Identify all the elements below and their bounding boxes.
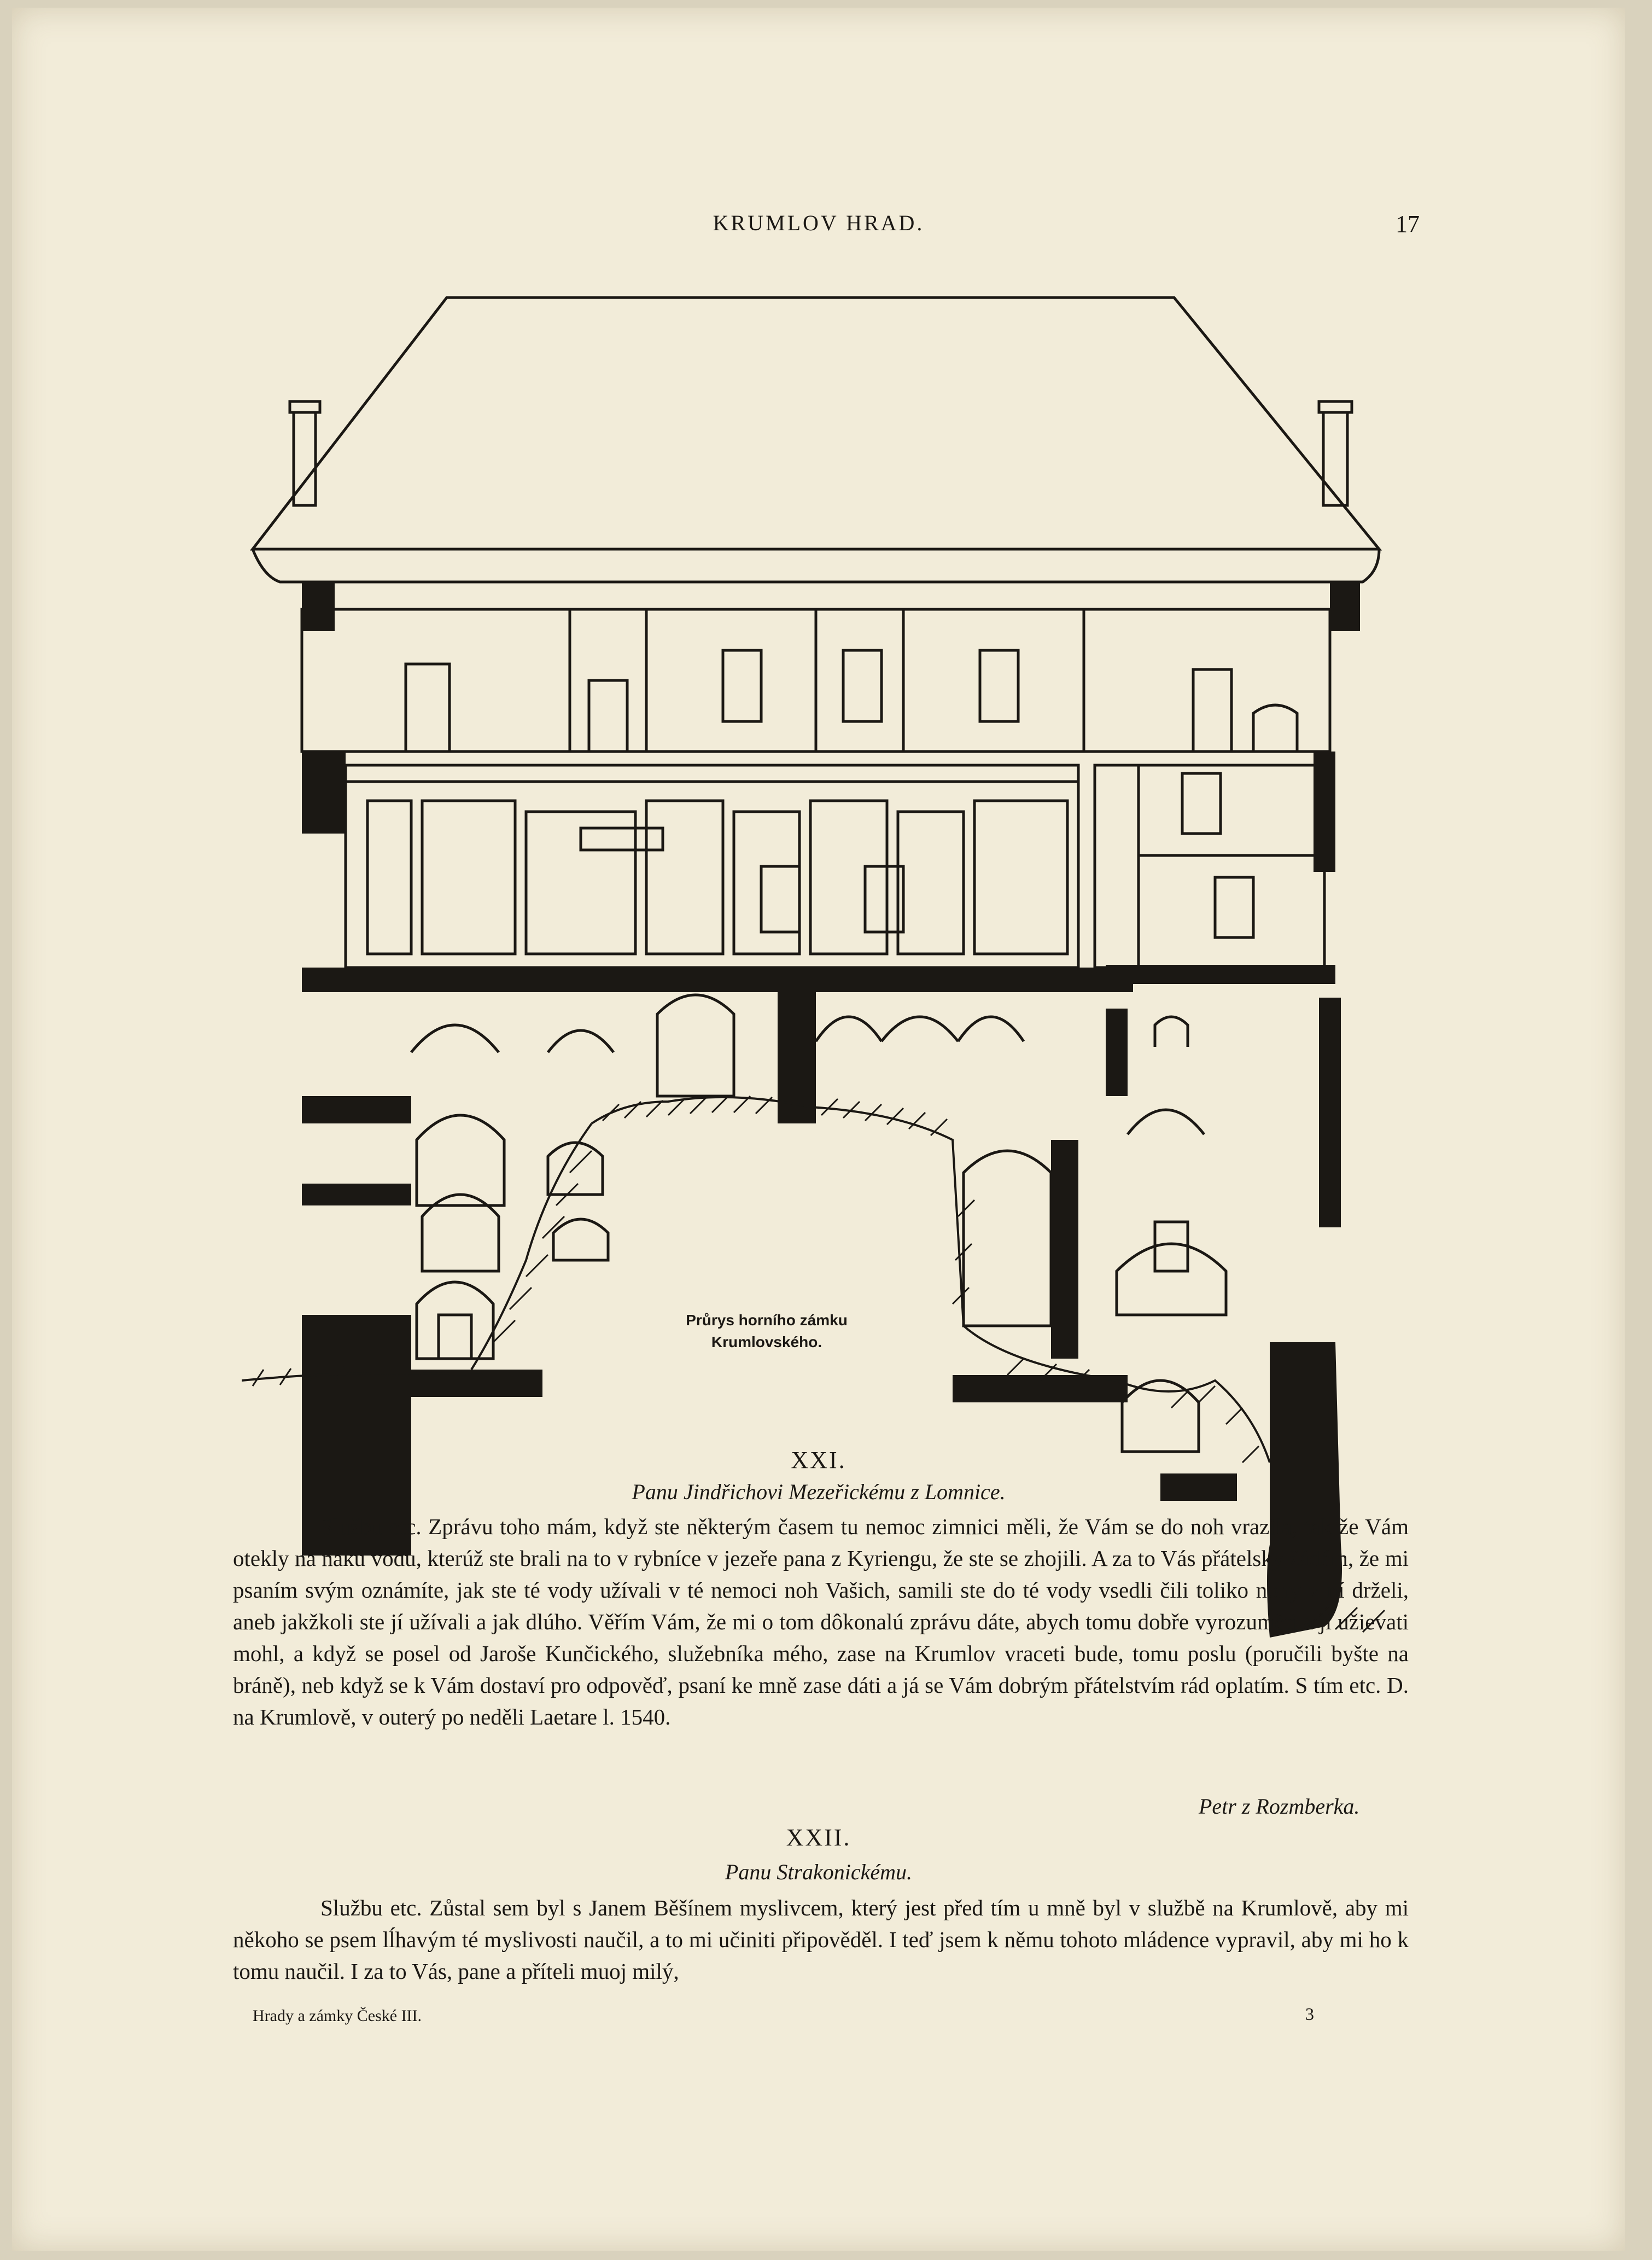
caption-line: Krumlovského. [711, 1333, 822, 1350]
running-title: KRUMLOV HRAD. [713, 211, 925, 235]
chimney-right [1323, 412, 1347, 505]
chimney-cap-left [290, 401, 320, 412]
signature-mark: Hrady a zámky České III. [253, 2007, 422, 2025]
vault-arch [411, 1025, 499, 1052]
letter-salutation: Panu Jindřichovi Mezeřickému z Lomnice. [632, 1480, 1006, 1504]
figure-caption [630, 1309, 903, 1353]
letter-number: XXII. [786, 1824, 851, 1851]
book-page [12, 8, 1625, 2251]
gathering-number: 3 [1305, 2004, 1314, 2024]
letter-number: XXI. [791, 1447, 847, 1473]
letter-signature: Petr z Rozmberka. [1199, 1794, 1360, 1819]
castle-section-drawing [242, 287, 1417, 1638]
eaves-line [253, 549, 1379, 582]
page-number: 17 [1396, 211, 1420, 237]
right-rooms [1095, 765, 1324, 968]
chimney-cap-right [1319, 401, 1352, 412]
caption-line: Průrys horního zámku [686, 1312, 848, 1329]
letter-body: Službu etc. Zprávu toho mám, když ste některým časem tu nemoc zimnici měli, že Vám se do noh vrazila, tak že Vám otekly na ňákú vodu, kterúž ste brali na to v rybníce v jezeře pana z Kyriengu, že ste se zhojili. A za to Vás přátelsky žádám, že mi psaním svým oznámíte, jak ste té vody užívali v té nemoci noh Vašich, samili ste do té vody vsedli čili toliko nohy v ní drželi, aneb jakžkoli ste jí užívali a jak dlúho. Věřím Vám, že mi o tom dôkonalú zprávu dáte, abych tomu dobře vyrozuměti a jí užievati mohl, a když se posel od Jaroše Kunčického, služebníka mého, zase na Krumlov vraceti bude, tomu poslu (poručili byšte na bráně), neb když se k Vám dostaví pro odpověď, psaní ke mně zase dáti a já se Vám dobrým přátelstvím rád oplatím. S tím etc. D. na Krumlově, v outerý po neděli Laetare l. 1540. [233, 1514, 1409, 1729]
letter-body: Službu etc. Zůstal sem byl s Janem Běšínem myslivcem, který jest před tím u mně byl v službě na Krumlově, aby mi někoho se psem lĺhavým té myslivosti naučil, a to mi učiniti připověděl. I teď jsem k němu tohoto mládence vypravil, aby mi ho k tomu naučil. I za to Vás, pane a příteli muoj milý, [233, 1895, 1409, 1984]
fresco-hall [346, 765, 1078, 968]
roof-outline [253, 298, 1379, 549]
letter-salutation: Panu Strakonickému. [725, 1860, 913, 1884]
castle-cross-section-illustration [242, 287, 1417, 1638]
